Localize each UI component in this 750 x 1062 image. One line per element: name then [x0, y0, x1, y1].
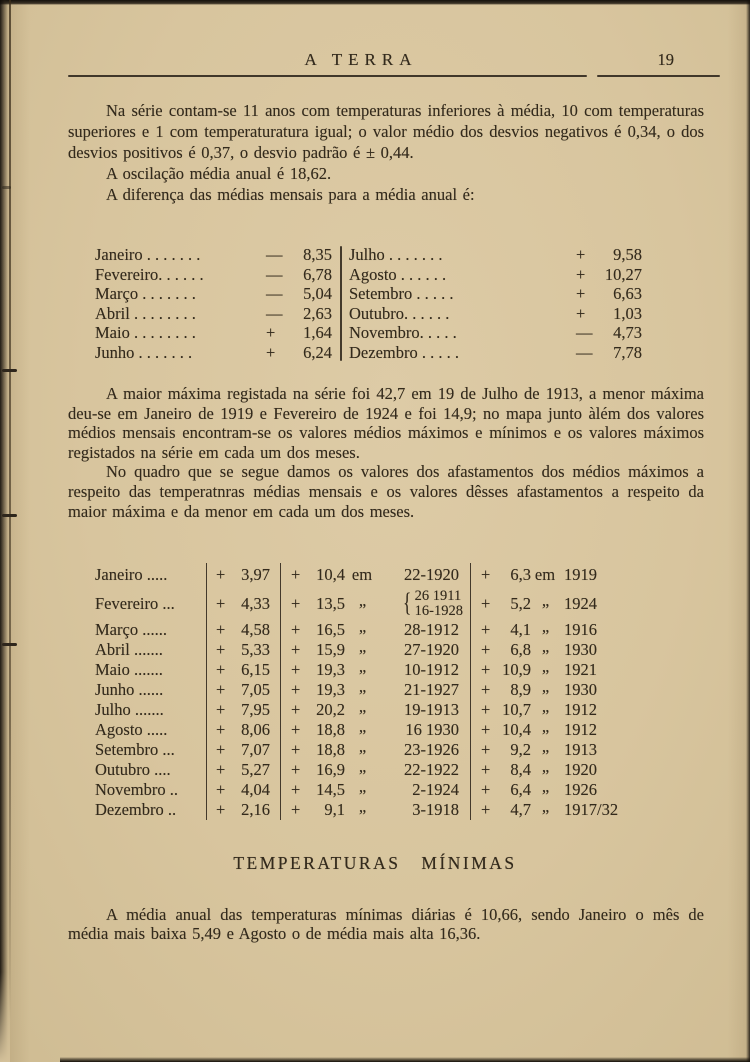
value-sign: + — [481, 640, 491, 659]
scan-edge-bottom — [60, 1057, 750, 1062]
month-label: Abril ....... — [95, 640, 163, 659]
month-label: Junho . . . . . . . — [95, 342, 193, 362]
deviation-value: 1,64 — [303, 323, 332, 342]
value-sign: + — [291, 593, 301, 613]
table-row — [95, 717, 668, 740]
table-row — [95, 757, 668, 780]
record-date: 22-1922 — [404, 760, 459, 779]
mean-deviation-cell — [206, 780, 280, 800]
value-sign: + — [481, 700, 491, 719]
header-rule-segment — [68, 75, 587, 77]
brace-glyph: { — [403, 587, 412, 617]
record-value: 6,4 — [510, 780, 531, 799]
value-sign: + — [216, 620, 226, 639]
record-afastamento-cell — [470, 797, 668, 820]
deviation-value: 4,04 — [241, 780, 270, 799]
deviation-value: 7,78 — [613, 342, 642, 362]
record-afastamento-cell — [470, 777, 668, 800]
table-row — [95, 617, 668, 640]
value-sign: + — [291, 620, 301, 639]
ditto-mark: „ — [358, 617, 366, 636]
value-sign: + — [576, 264, 586, 284]
ditto-mark: „ — [358, 757, 366, 776]
middle-text-block — [68, 384, 704, 521]
value-sign: + — [291, 660, 301, 679]
record-date-group — [379, 589, 463, 619]
deviation-value: 7,95 — [241, 700, 270, 719]
month-label: Julho ....... — [95, 700, 164, 719]
month-label: Fevereiro. . . . . . — [95, 264, 204, 284]
ditto-mark: „ — [541, 737, 549, 756]
record-date: 2-1924 — [412, 780, 459, 799]
ditto-mark: „ — [358, 677, 366, 696]
value-sign: + — [216, 660, 226, 679]
deviation-table-right-column — [349, 245, 642, 362]
deviation-value: 2,16 — [241, 800, 270, 819]
value-sign: + — [481, 680, 491, 699]
value-sign: — — [576, 342, 593, 362]
max-afastamento-cell — [280, 587, 470, 620]
value-sign: + — [291, 800, 301, 819]
afastamentos-table — [95, 563, 668, 820]
deviation-value: 2,63 — [303, 303, 332, 323]
table-row — [95, 657, 668, 680]
record-date: 27-1920 — [404, 640, 459, 659]
record-value: 5,2 — [510, 593, 531, 613]
mean-deviation-cell — [206, 800, 280, 820]
max-value: 19,3 — [316, 660, 345, 679]
record-date: 22-1920 — [404, 565, 459, 584]
max-value: 18,8 — [316, 720, 345, 739]
value-sign: + — [216, 700, 226, 719]
record-year: 1930 — [564, 640, 597, 659]
table-row — [95, 777, 668, 800]
month-label: Setembro ... — [95, 740, 175, 759]
deviation-value: 7,05 — [241, 680, 270, 699]
deviation-value: 4,73 — [613, 323, 642, 342]
deviation-value: 6,15 — [241, 660, 270, 679]
record-year: 1913 — [564, 740, 597, 759]
value-sign: + — [216, 640, 226, 659]
month-label: Maio . . . . . . . . — [95, 323, 196, 342]
value-sign: + — [216, 740, 226, 759]
month-label: Novembro .. — [95, 780, 178, 799]
value-sign: + — [216, 720, 226, 739]
deviation-value: 9,58 — [613, 245, 642, 264]
record-value: 10,7 — [502, 700, 531, 719]
record-date: 26 1911 — [414, 587, 462, 604]
ditto-mark: „ — [541, 777, 549, 796]
record-date: 21-1927 — [404, 680, 459, 699]
ditto-mark: „ — [541, 757, 549, 776]
header-rule-segment — [597, 75, 720, 77]
deviation-value: 4,33 — [241, 593, 270, 613]
value-sign: — — [266, 303, 283, 323]
month-label: Janeiro ..... — [95, 565, 168, 584]
ditto-mark: „ — [358, 717, 366, 736]
value-sign: + — [216, 760, 226, 779]
value-sign: + — [291, 760, 301, 779]
deviation-value: 6,24 — [303, 342, 332, 362]
mean-deviation-cell — [206, 680, 280, 700]
paragraph-series-stats: Na série contam-se 11 anos com temperaturas inferiores à média, 10 com temperaturas superiores e 1 com temperaturatura igual; o valor médio dos desvios negativos é 0,34, o dos desvios positivos é 0,37, o desvio padrão é ± 0,44. — [68, 101, 704, 162]
record-date: 28-1912 — [404, 620, 459, 639]
value-sign: + — [291, 680, 301, 699]
value-sign: + — [216, 565, 226, 584]
value-sign: + — [291, 640, 301, 659]
max-afastamento-cell — [280, 797, 470, 820]
binding-mark — [2, 514, 17, 517]
value-sign: + — [481, 740, 491, 759]
value-sign: + — [216, 800, 226, 819]
record-year: 1920 — [564, 760, 597, 779]
table-row — [349, 304, 642, 324]
mean-deviation-cell — [206, 660, 280, 680]
deviation-value: 5,04 — [303, 284, 332, 303]
stacked-dates — [415, 589, 463, 619]
record-afastamento-cell — [470, 587, 668, 620]
month-label: Maio ....... — [95, 660, 163, 679]
table-row — [95, 265, 332, 285]
record-value: 10,9 — [502, 660, 531, 679]
table-row — [349, 265, 642, 285]
deviation-value: 5,33 — [241, 640, 270, 659]
record-year: 1916 — [564, 620, 597, 639]
deviation-value: 1,03 — [613, 303, 642, 323]
header-rule — [68, 75, 720, 77]
table-row — [349, 245, 642, 265]
value-sign: + — [481, 620, 491, 639]
value-sign: + — [481, 593, 491, 613]
ditto-mark: „ — [358, 737, 366, 756]
record-value: 10,4 — [502, 720, 531, 739]
table-row — [95, 304, 332, 324]
month-label: Dezembro . . . . . — [349, 342, 459, 362]
max-value: 16,9 — [316, 760, 345, 779]
value-sign: + — [291, 740, 301, 759]
record-year: 1926 — [564, 780, 597, 799]
record-year: 1912 — [564, 720, 597, 739]
deviation-value: 6,78 — [303, 264, 332, 284]
max-value: 15,9 — [316, 640, 345, 659]
record-date: 19-1913 — [404, 700, 459, 719]
connector-em: em — [534, 565, 556, 584]
month-label: Dezembro .. — [95, 800, 177, 819]
record-year: 1917/32 — [564, 800, 619, 819]
scan-edge-left — [0, 0, 8, 1062]
ditto-mark: „ — [541, 717, 549, 736]
mean-deviation-cell — [206, 563, 280, 587]
max-value: 19,3 — [316, 680, 345, 699]
month-label: Agosto ..... — [95, 720, 168, 739]
table-vertical-divider — [340, 246, 342, 361]
value-sign: — — [266, 264, 283, 284]
value-sign: + — [481, 780, 491, 799]
month-label: Junho ...... — [95, 680, 164, 699]
record-afastamento-cell — [470, 717, 668, 740]
month-label: Março . . . . . . . — [95, 284, 196, 303]
paragraph-minimas: A média anual das temperaturas mínimas diárias é 10,66, sendo Janeiro o mês de média mais baixa 5,49 e Agosto o de média mais alta 16,36. — [68, 905, 704, 943]
record-date: 16 1930 — [405, 720, 459, 739]
ditto-mark: „ — [541, 697, 549, 716]
ditto-mark: „ — [358, 797, 366, 816]
record-date: 23-1926 — [404, 740, 459, 759]
deviation-value: 4,58 — [241, 620, 270, 639]
page-number: 19 — [657, 50, 674, 69]
table-row — [95, 563, 668, 587]
record-year: 1930 — [564, 680, 597, 699]
value-sign: + — [266, 342, 276, 362]
mean-deviation-cell — [206, 720, 280, 740]
record-date: 10-1912 — [404, 660, 459, 679]
record-value: 6,3 — [510, 565, 531, 584]
section-heading-temperaturas-minimas: TEMPERATURAS MÍNIMAS — [233, 853, 517, 873]
month-label: Julho . . . . . . . — [349, 245, 443, 264]
value-sign: + — [481, 565, 491, 584]
record-year: 1912 — [564, 700, 597, 719]
record-value: 9,2 — [510, 740, 531, 759]
record-value: 4,7 — [510, 800, 531, 819]
value-sign: — — [266, 284, 283, 303]
table-row — [95, 284, 332, 304]
table-row — [95, 343, 332, 363]
paragraph-table-lead-in: A diferença das médias mensais para a média anual é: — [106, 185, 475, 204]
scan-edge-top — [0, 0, 750, 5]
value-sign: + — [481, 660, 491, 679]
monthly-deviation-table — [95, 245, 642, 362]
mean-deviation-cell — [206, 640, 280, 660]
table-row — [349, 343, 642, 363]
record-afastamento-cell — [470, 677, 668, 700]
table-row — [95, 697, 668, 720]
record-date: 3-1918 — [412, 800, 459, 819]
paragraph-oscillation: A oscilação média anual é 18,62. — [106, 164, 332, 183]
deviation-value: 6,63 — [613, 284, 642, 303]
record-year: 1919 — [564, 565, 597, 584]
record-afastamento-cell — [470, 737, 668, 760]
value-sign: + — [481, 800, 491, 819]
ditto-mark: „ — [541, 677, 549, 696]
table-row — [95, 245, 332, 265]
deviation-value: 7,07 — [241, 740, 270, 759]
month-label: Setembro . . . . . — [349, 284, 454, 303]
month-label: Agosto . . . . . . — [349, 264, 447, 284]
value-sign: + — [266, 323, 276, 342]
ditto-mark: „ — [541, 617, 549, 636]
max-value: 20,2 — [316, 700, 345, 719]
running-title: A TERRA — [304, 50, 418, 69]
value-sign: + — [576, 245, 586, 264]
month-label: Janeiro . . . . . . . — [95, 245, 201, 264]
table-row — [95, 637, 668, 660]
max-value: 18,8 — [316, 740, 345, 759]
intro-text-block — [68, 100, 704, 205]
record-value: 8,9 — [510, 680, 531, 699]
ditto-mark: „ — [358, 697, 366, 716]
value-sign: + — [576, 303, 586, 323]
value-sign: + — [481, 760, 491, 779]
value-sign: + — [216, 780, 226, 799]
value-sign: + — [216, 593, 226, 613]
value-sign: — — [576, 323, 593, 342]
record-value: 6,8 — [510, 640, 531, 659]
max-afastamento-cell — [280, 563, 470, 587]
record-afastamento-cell — [470, 617, 668, 640]
table-row — [349, 323, 642, 343]
deviation-value: 8,06 — [241, 720, 270, 739]
record-afastamento-cell — [470, 757, 668, 780]
closing-text-block — [68, 905, 704, 943]
deviation-table-left-column — [95, 245, 332, 362]
deviation-value: 3,97 — [241, 565, 270, 584]
max-value: 13,5 — [316, 593, 345, 613]
value-sign: + — [291, 565, 301, 584]
month-label: Outubro .... — [95, 760, 171, 779]
connector-em: em — [351, 565, 373, 584]
mean-deviation-cell — [206, 700, 280, 720]
binding-mark — [2, 186, 11, 189]
month-label: Fevereiro ... — [95, 593, 175, 613]
record-date: 16-1928 — [414, 602, 463, 619]
deviation-value: 10,27 — [604, 264, 642, 284]
value-sign: + — [291, 700, 301, 719]
deviation-value: 5,27 — [241, 760, 270, 779]
ditto-mark: „ — [541, 797, 549, 816]
mean-deviation-cell — [206, 620, 280, 640]
max-value: 9,1 — [324, 800, 345, 819]
record-afastamento-cell — [470, 657, 668, 680]
value-sign: — — [266, 245, 283, 264]
mean-deviation-cell — [206, 740, 280, 760]
ditto-mark: „ — [358, 590, 366, 610]
record-afastamento-cell — [470, 637, 668, 660]
table-row — [95, 323, 332, 343]
paragraph-quadro-lead-in: No quadro que se segue damos os valores dos afastamentos dos médios máximos a respeito das temperatnras médias mensais e os valores dêsses afastamentos a respeito da maior máxima e da menor em cada um dos meses. — [68, 462, 704, 521]
paragraph-maxima-records: A maior máxima registada na série foi 42,7 em 19 de Julho de 1913, a menor máxima deu-se em Janeiro de 1919 e Fevereiro de 1924 e foi 14,9; no mapa junto àlém dos valores médios mensais encontram-se os valores médios máximos e mínimos e os valores máximos registados na série em cada um dos meses. — [68, 384, 704, 462]
max-value: 14,5 — [316, 780, 345, 799]
table-row — [95, 677, 668, 700]
record-afastamento-cell — [470, 563, 668, 587]
value-sign: + — [216, 680, 226, 699]
record-year: 1924 — [564, 593, 597, 613]
value-sign: + — [481, 720, 491, 739]
binding-mark — [2, 643, 17, 646]
month-label: Março ...... — [95, 620, 167, 639]
max-value: 10,4 — [316, 565, 345, 584]
ditto-mark: „ — [541, 657, 549, 676]
ditto-mark: „ — [358, 777, 366, 796]
deviation-value: 8,35 — [303, 245, 332, 264]
table-row — [95, 797, 668, 820]
table-row — [349, 284, 642, 304]
month-label: Abril . . . . . . . . — [95, 303, 196, 323]
table-row — [95, 737, 668, 760]
record-year: 1921 — [564, 660, 597, 679]
ditto-mark: „ — [541, 637, 549, 656]
ditto-mark: „ — [358, 657, 366, 676]
value-sign: + — [291, 780, 301, 799]
ditto-mark: „ — [541, 590, 549, 610]
mean-deviation-cell — [206, 587, 280, 620]
max-value: 16,5 — [316, 620, 345, 639]
record-value: 8,4 — [510, 760, 531, 779]
record-afastamento-cell — [470, 697, 668, 720]
mean-deviation-cell — [206, 760, 280, 780]
binding-mark — [2, 369, 17, 372]
month-label: Novembro. . . . . — [349, 323, 457, 342]
month-label: Outubro. . . . . . — [349, 303, 450, 323]
scan-edge-right — [746, 0, 750, 1062]
value-sign: + — [576, 284, 586, 303]
ditto-mark: „ — [358, 637, 366, 656]
value-sign: + — [291, 720, 301, 739]
table-row — [95, 587, 668, 620]
record-value: 4,1 — [510, 620, 531, 639]
